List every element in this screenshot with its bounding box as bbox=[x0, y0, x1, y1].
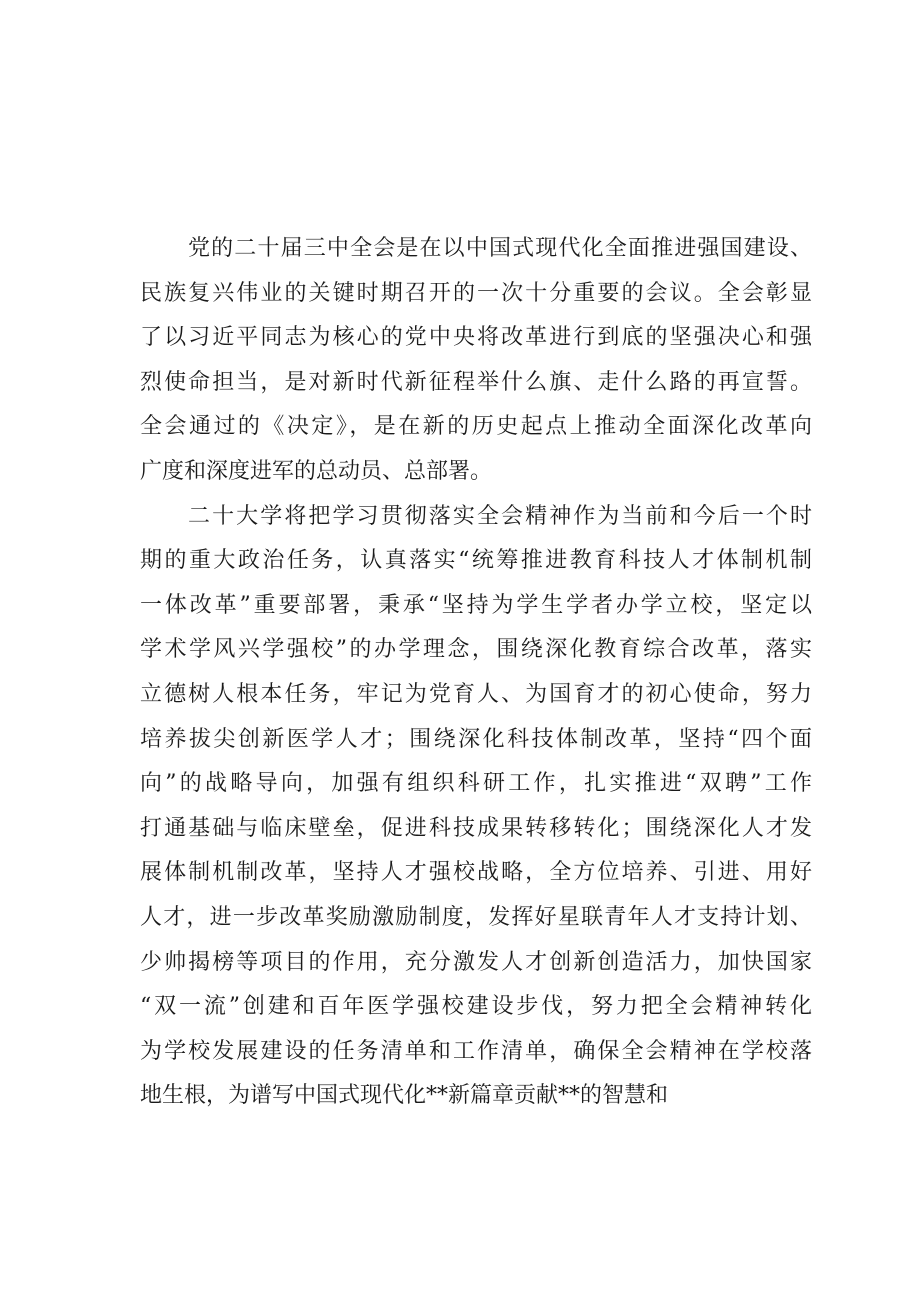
paragraph-1-line-3: 了以习近平同志为核心的党中央将改革进行到底的坚强决心和强 bbox=[140, 325, 812, 351]
paragraph-2-line-5: 立德树人根本任务，牢记为党育人、为国育才的初心使命，努力 bbox=[140, 681, 812, 707]
paragraph-2-line-6: 培养拔尖创新医学人才；围绕深化科技体制改革，坚持“四个面 bbox=[140, 726, 812, 752]
paragraph-1-line-6: 广度和深度进军的总动员、总部署。 bbox=[140, 458, 493, 484]
paragraph-2-line-8: 打通基础与临床壁垒，促进科技成果转移转化；围绕深化人才发 bbox=[140, 815, 812, 841]
paragraph-2-line-13: 为学校发展建设的任务清单和工作清单，确保全会精神在学校落 bbox=[140, 1038, 812, 1064]
paragraph-2-line-10: 人才，进一步改革奖励激励制度，发挥好星联青年人才支持计划、 bbox=[140, 904, 812, 930]
paragraph-2-line-14: 地生根，为谱写中国式现代化**新篇章贡献**的智慧和 bbox=[140, 1083, 669, 1109]
paragraph-1-line-4: 烈使命担当，是对新时代新征程举什么旗、走什么路的再宣誓。 bbox=[140, 369, 812, 395]
paragraph-2-line-1: 二十大学将把学习贯彻落实全会精神作为当前和今后一个时 bbox=[188, 503, 812, 529]
paragraph-2-line-4: 学术学风兴学强校”的办学理念，围绕深化教育综合改革，落实 bbox=[140, 637, 812, 663]
paragraph-2-line-3: 一体改革”重要部署，秉承“坚持为学生学者办学立校，坚定以 bbox=[140, 592, 812, 618]
paragraph-2-line-9: 展体制机制改革，坚持人才强校战略，全方位培养、引进、用好 bbox=[140, 860, 812, 886]
paragraph-1-line-5: 全会通过的《决定》，是在新的历史起点上推动全面深化改革向 bbox=[140, 414, 812, 440]
paragraph-2-line-2: 期的重大政治任务，认真落实“统筹推进教育科技人才体制机制 bbox=[140, 548, 812, 574]
paragraph-2-line-7: 向”的战略导向，加强有组织科研工作，扎实推进“双聘”工作 bbox=[140, 771, 812, 797]
paragraph-1-line-2: 民族复兴伟业的关键时期召开的一次十分重要的会议。全会彰显 bbox=[140, 280, 812, 306]
paragraph-2-line-11: 少帅揭榜等项目的作用，充分激发人才创新创造活力，加快国家 bbox=[140, 949, 812, 975]
paragraph-1-line-1: 党的二十届三中全会是在以中国式现代化全面推进强国建设、 bbox=[188, 236, 812, 261]
paragraph-2-line-12: “双一流”创建和百年医学强校建设步伐，努力把全会精神转化 bbox=[140, 994, 812, 1020]
document-body bbox=[140, 227, 812, 1119]
